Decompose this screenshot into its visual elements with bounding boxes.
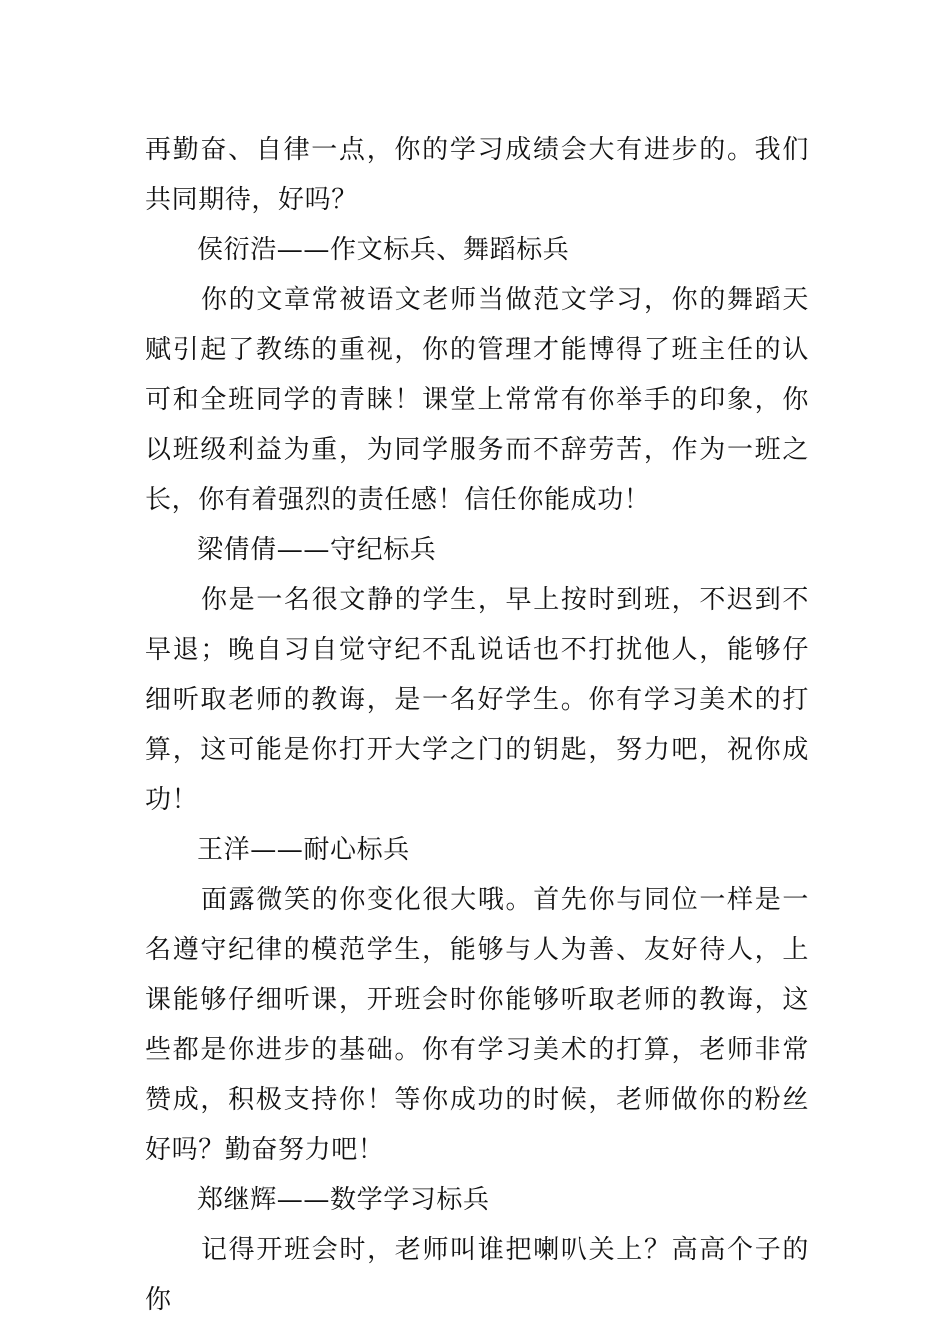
comment-paragraph-liang-qianqian: 你是一名很文静的学生，早上按时到班，不迟到不早退；晚自习自觉守纪不乱说话也不打扰他人，能够仔细听取老师的教诲，是一名好学生。你有学习美术的打算，这可能是你打开大学之门的钥匙，努力吧，祝你成功！ xyxy=(145,585,809,815)
comment-paragraph-zheng-jihui: 记得开班会时，老师叫谁把喇叭关上？高高个子的你 xyxy=(145,1235,809,1315)
student-heading-liang-qianqian: 梁倩倩——守纪标兵 xyxy=(197,535,437,565)
document-body xyxy=(145,125,809,1325)
paragraph-continuation: 再勤奋、自律一点，你的学习成绩会大有进步的。我们共同期待，好吗？ xyxy=(145,135,809,215)
comment-paragraph-wang-yang: 面露微笑的你变化很大哦。首先你与同位一样是一名遵守纪律的模范学生，能够与人为善、友好待人，上课能够仔细听课，开班会时你能够听取老师的教诲，这些都是你进步的基础。你有学习美术的打算，老师非常赞成，积极支持你！等你成功的时候，老师做你的粉丝好吗？勤奋努力吧！ xyxy=(145,885,809,1165)
student-heading-hou-yanhao: 侯衍浩——作文标兵、舞蹈标兵 xyxy=(197,235,570,265)
student-heading-wang-yang: 王洋——耐心标兵 xyxy=(197,835,410,865)
student-heading-zheng-jihui: 郑继辉——数学学习标兵 xyxy=(197,1185,490,1215)
comment-paragraph-hou-yanhao: 你的文章常被语文老师当做范文学习，你的舞蹈天赋引起了教练的重视，你的管理才能博得了班主任的认可和全班同学的青睐！课堂上常常有你举手的印象，你以班级利益为重，为同学服务而不辞劳苦，作为一班之长，你有着强烈的责任感！信任你能成功！ xyxy=(145,285,809,515)
